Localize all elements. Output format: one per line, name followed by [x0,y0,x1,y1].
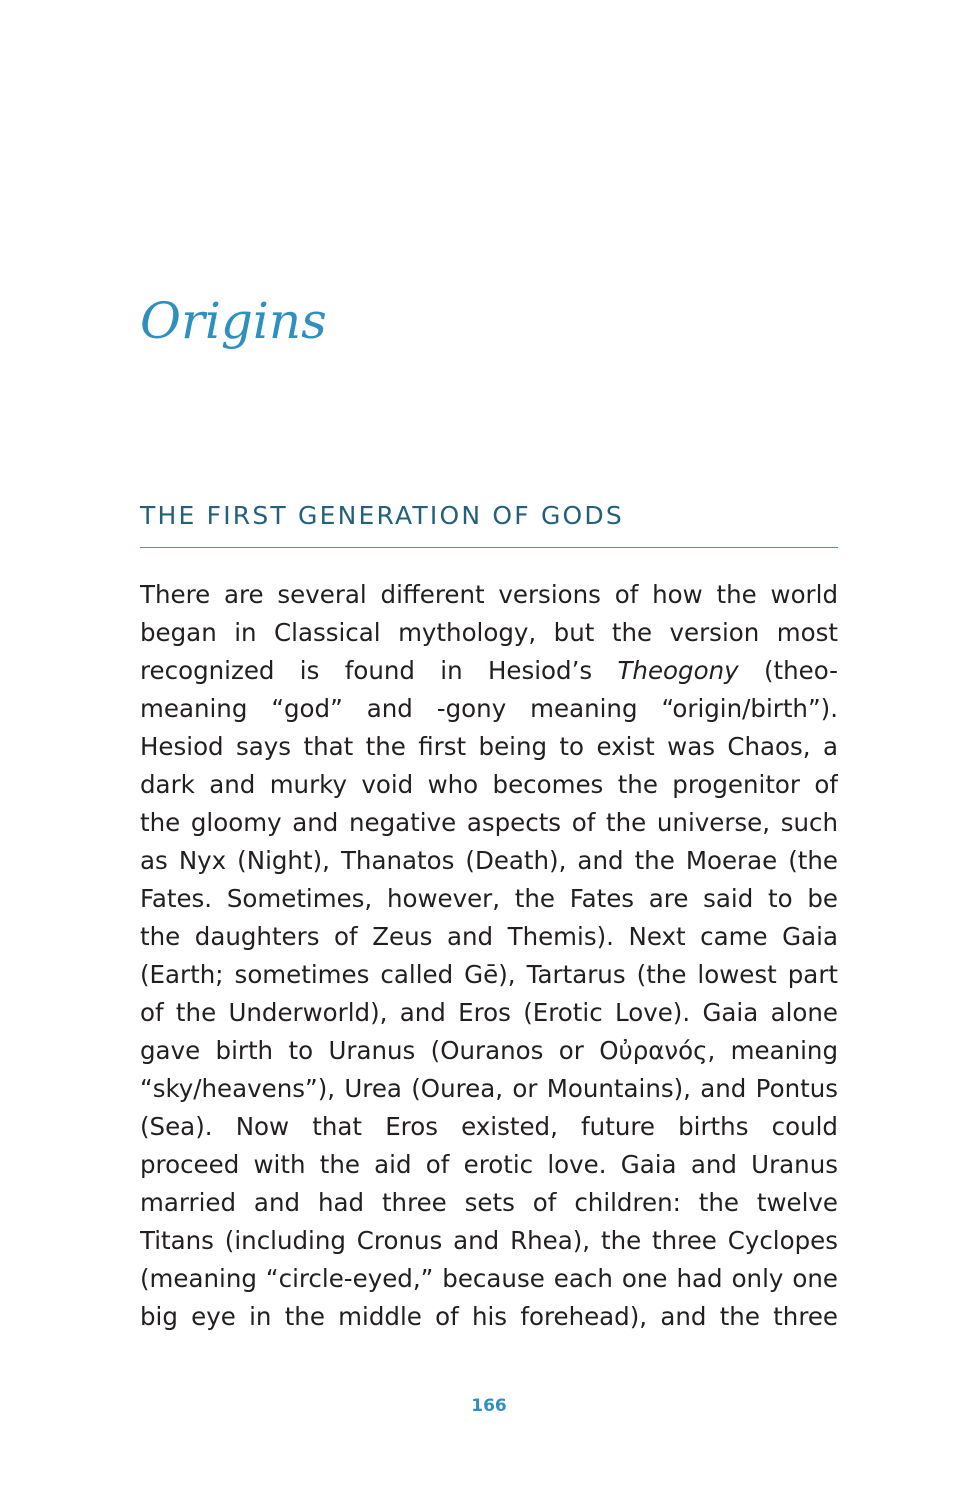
body-line: gave birth to Uranus (Ouranos or Οὐρανός, meaning [140,1036,838,1065]
body-line-text: recognized is found in Hesiod’s [140,656,618,685]
section-heading: THE FIRST GENERATION OF GODS [140,501,624,530]
body-line: married and had three sets of children: the twelve [140,1188,838,1217]
body-line: the daughters of Zeus and Themis). Next came Gaia [140,922,838,951]
body-line: Fates. Sometimes, however, the Fates are said to be [140,884,838,913]
body-line: Titans (including Cronus and Rhea), the three Cyclopes [140,1226,838,1255]
body-line: dark and murky void who becomes the progenitor of [140,770,838,799]
body-line: There are several different versions of how the world [140,580,838,609]
body-line [140,652,838,690]
body-line: (Earth; sometimes called Gē), Tartarus (the lowest part [140,960,838,989]
body-line: big eye in the middle of his forehead), and the three [140,1302,838,1331]
body-paragraph [140,576,838,1336]
book-title-theogony: Theogony [617,656,739,685]
body-line: the gloomy and negative aspects of the universe, such [140,808,838,837]
body-line: of the Underworld), and Eros (Erotic Love). Gaia alone [140,998,838,1027]
body-line: “sky/heavens”), Urea (Ourea, or Mountains), and Pontus [140,1074,838,1103]
body-line: (Sea). Now that Eros existed, future births could [140,1112,838,1141]
body-line: began in Classical mythology, but the version most [140,618,838,647]
body-line: Hesiod says that the first being to exist was Chaos, a [140,732,838,761]
page-number: 166 [471,1396,507,1416]
body-line: as Nyx (Night), Thanatos (Death), and the Moerae (the [140,846,838,875]
body-line: meaning “god” and -gony meaning “origin/birth”). [140,694,838,723]
body-line: (meaning “circle-eyed,” because each one had only one [140,1264,838,1293]
body-line: proceed with the aid of erotic love. Gaia and Uranus [140,1150,838,1179]
chapter-title: Origins [140,292,327,350]
body-line-text: (theo- [738,656,838,685]
section-divider [140,547,838,548]
